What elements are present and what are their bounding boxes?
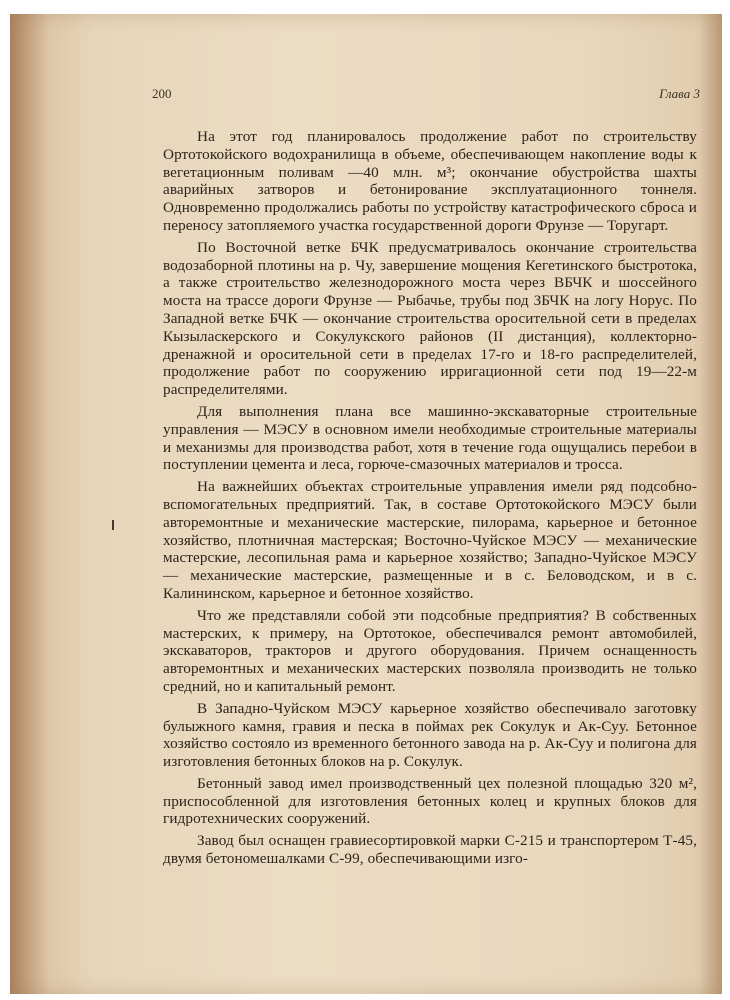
- page-edge-shadow: [700, 14, 722, 994]
- paragraph: Бетонный завод имел производственный цех полезной площадью 320 м², приспособленной для изготовления бетонных колец и крупных блоков для гидротехнических сооружений.: [163, 774, 697, 828]
- running-head: [152, 86, 700, 106]
- chapter-title: Глава 3: [659, 86, 700, 101]
- paragraph: На этот год планировалось продолжение работ по строительству Ортотокойского водохранилища в объеме, обеспечивающем накопление воды к вегетационным поливам —40 млн. м³; окончание обустройства шахты аварийных затворов и бетонирование эксплуатационного тоннеля. Одновременно продолжались работы по устройству катастрофического сброса и переносу затопляемого участка государственной дороги Фрунзе — Торугарт.: [163, 128, 697, 234]
- body-text: [163, 128, 697, 872]
- paragraph: На важнейших объектах строительные управления имели ряд подсобно-вспомогательных предприятий. Так, в составе Ортотокойского МЭСУ были авторемонтные и механические мастерские, пилорама, карьерное и бетонное хозяйство, плотничная мастерская; Восточно-Чуйское МЭСУ — механические мастерские, лесопильная рама и карьерное хозяйство; Западно-Чуйское МЭСУ — механические мастерские, размещенные и в с. Беловодском, и в с. Калининском, карьерное и бетонное хозяйство.: [163, 478, 697, 602]
- paragraph: Завод был оснащен гравиесортировкой марки С-215 и транспортером Т-45, двумя бетономешалками С-99, обеспечивающими изго-: [163, 832, 697, 868]
- paragraph: Для выполнения плана все машинно-экскаваторные строительные управления — МЭСУ в основном имели необходимые строительные материалы и механизмы для производства работ, хотя в течение года ощущались перебои в поступлении цемента и леса, горюче-смазочных материалов и тросса.: [163, 402, 697, 474]
- paragraph: По Восточной ветке БЧК предусматривалось окончание строительства водозаборной плотины на р. Чу, завершение мощения Кегетинского быстротока, а также строительство железнодорожного моста через ВБЧК и шоссейного моста на трассе дороги Фрунзе — Рыбачье, трубы под ЗБЧК на логу Норус. По Западной ветке БЧК — окончание строительства оросительной сети в пределах Кызыласкерского и Сокулукского районов (II дистанция), коллекторно-дренажной и оросительной сети в пределах 17-го и 18-го распределителей, продолжение работ по сооружению ирригационной сети под 19—22-м распределителями.: [163, 238, 697, 399]
- page-number: 200: [152, 86, 172, 101]
- binding-shadow: [10, 14, 50, 994]
- margin-mark: [112, 520, 114, 530]
- paragraph: Что же представляли собой эти подсобные предприятия? В собственных мастерских, к примеру, на Ортотокое, обеспечивался ремонт автомобилей, экскаваторов, тракторов и другого оборудования. Причем оснащенность авторемонтных и механических мастерских позволяла производить не только средний, но и капитальный ремонт.: [163, 606, 697, 695]
- paragraph: В Западно-Чуйском МЭСУ карьерное хозяйство обеспечивало заготовку булыжного камня, гравия и песка в поймах рек Сокулук и Ак-Суу. Бетонное хозяйство состояло из временного бетонного завода на р. Ак-Суу и полигона для изготовления бетонных блоков на р. Сокулук.: [163, 699, 697, 771]
